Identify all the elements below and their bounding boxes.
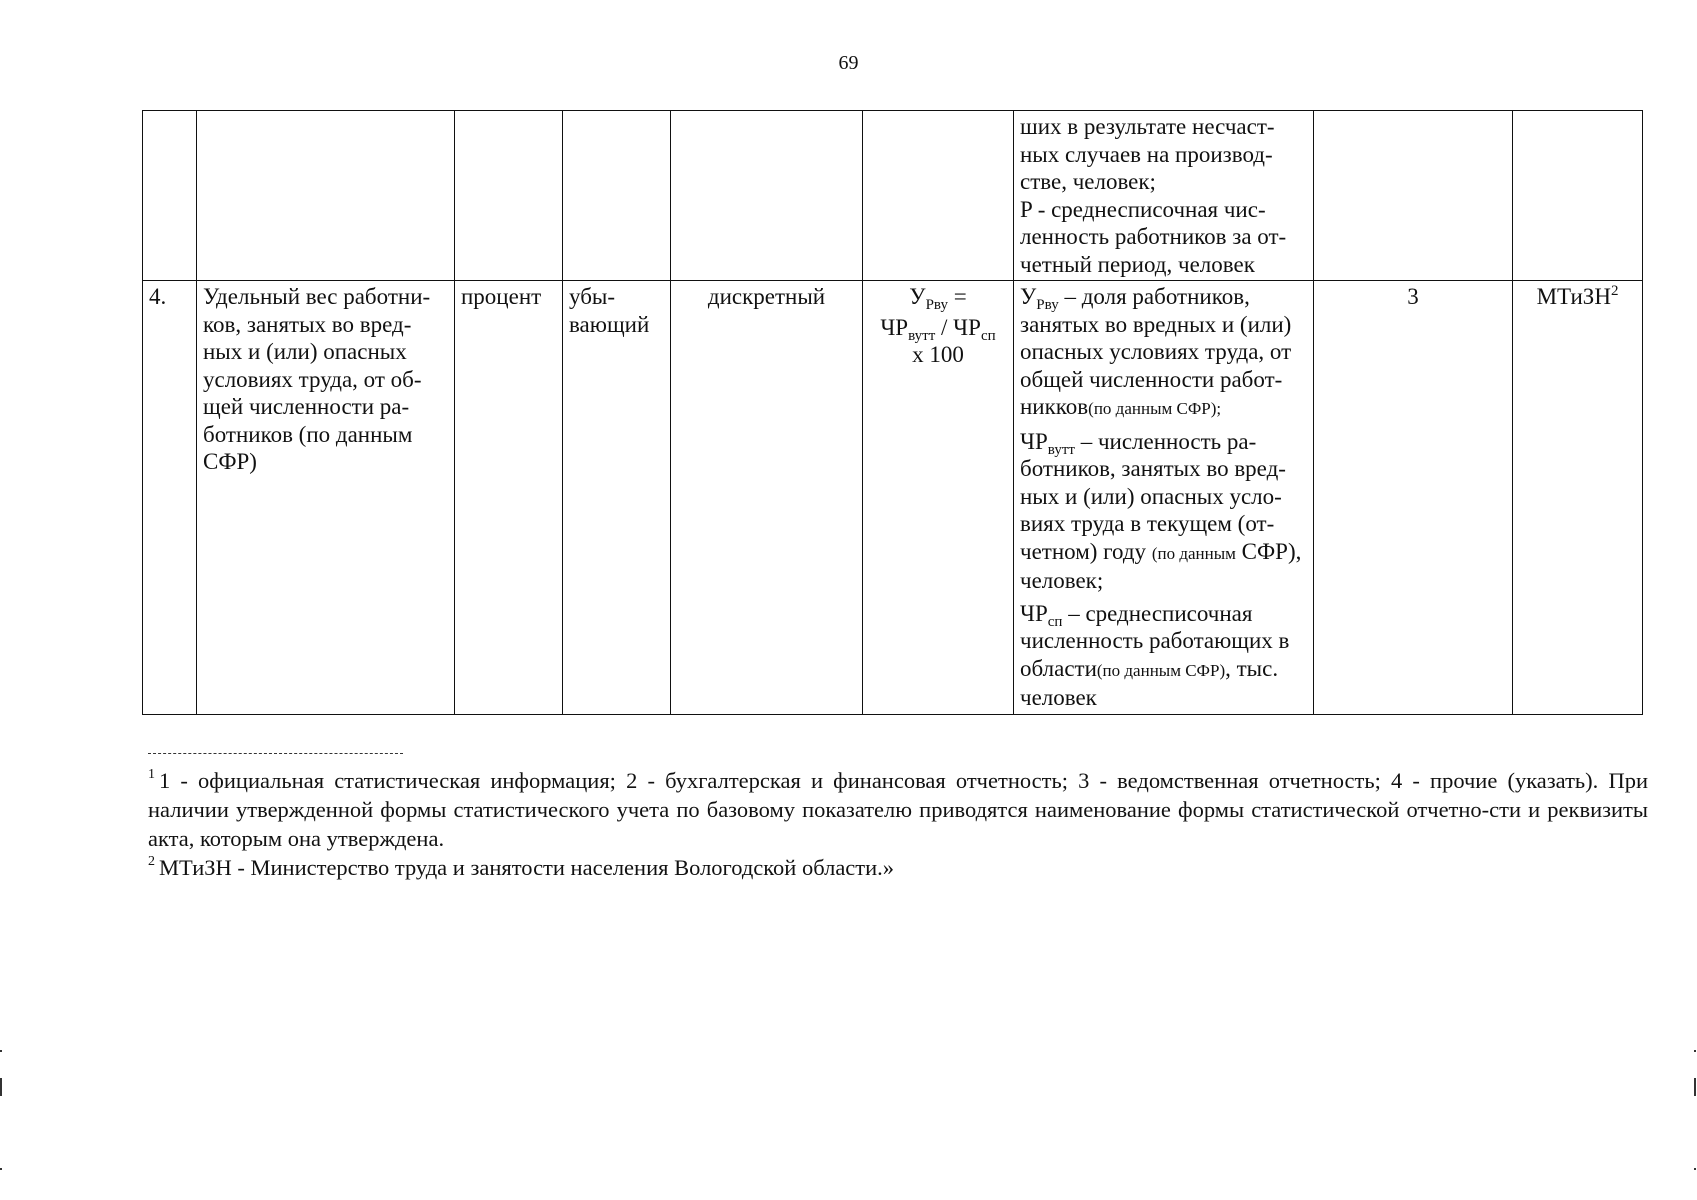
- footnotes: [148, 766, 1648, 882]
- cell-type-cont: [671, 111, 863, 281]
- cell-unit: процент: [455, 281, 563, 715]
- definition-line: стве, человек;: [1020, 169, 1156, 194]
- cell-definitions: [1014, 281, 1314, 715]
- formula-line-3: x 100: [912, 342, 964, 367]
- footnote-2: $^2$ МТиЗН - Министерство труда и занятости населения Вологодской области.»: [148, 854, 895, 880]
- scan-edge-mark: [1694, 1050, 1696, 1052]
- cell-source-code: 3: [1314, 281, 1513, 715]
- cell-unit-cont: [455, 111, 563, 281]
- cell-type: дискретный: [671, 281, 863, 715]
- footnote-1: $^1$ 1 - официальная статистическая информация; 2 - бухгалтерская и финансовая отчетность; 3 - ведомственная отчетность; 4 - прочие (указать). При наличии утвержденной формы статистического учета по базовому показателю приводятся наименование формы статистической отчетно-сти и реквизиты акта, которым она утверждена.: [148, 767, 1648, 851]
- formula-line-2: $ЧР_{вутт} / ЧР_{сп}$: [880, 314, 996, 344]
- definition-line: P - среднесписочная чис-: [1020, 196, 1266, 222]
- cell-responsible-cont: [1513, 111, 1643, 281]
- cell-number: 4.: [143, 281, 197, 715]
- page-number: 69: [838, 52, 859, 74]
- cell-number-cont: [143, 111, 197, 281]
- cell-responsible: МТиЗН$^2$: [1513, 281, 1643, 715]
- definition-line: четный период, человек: [1020, 251, 1255, 277]
- formula-line-1: $У_{Рву}$ =: [909, 284, 967, 313]
- footnote-separator: [148, 753, 403, 754]
- scan-edge-mark: [0, 1168, 2, 1170]
- scan-edge-mark: [0, 1078, 2, 1096]
- indicator-table: [142, 110, 1643, 715]
- definition-line: ленность работников за от-: [1020, 224, 1287, 249]
- definition-line: ных случаев на производ-: [1020, 141, 1273, 167]
- table-row-continuation: [143, 111, 1643, 281]
- cell-formula: [863, 281, 1014, 715]
- definition-line: ших в результате несчаст-: [1020, 114, 1275, 139]
- table-row-4: [143, 281, 1643, 715]
- definition-2: $ЧР_{вутт}$ – численность ра-ботников, занятых во вред-ных и (или) опасных усло-виях труда в текущем (от-четном) году (по данным СФР), человек;: [1020, 428, 1302, 593]
- scan-edge-mark: [1694, 1078, 1696, 1096]
- cell-source-cont: [1314, 111, 1513, 281]
- definition-1: $У_{Рву}$ – доля работников, занятых во вредных и (или) опасных условиях труда, от общей численности работ-никков(по данным СФР);: [1020, 284, 1292, 419]
- cell-formula-cont: [863, 111, 1014, 281]
- cell-definitions-cont: [1014, 111, 1314, 281]
- definition-3: $ЧР_{сп}$ – среднесписочная численность работающих в области(по данным СФР), тыс. человек: [1020, 600, 1290, 710]
- cell-indicator-cont: [197, 111, 455, 281]
- cell-indicator: Удельный вес работни-ков, занятых во вред-ных и (или) опасных условиях труда, от об-щей численности ра-ботников (по данным СФР): [197, 281, 455, 715]
- scan-edge-mark: [0, 1050, 2, 1052]
- cell-trend-cont: [563, 111, 671, 281]
- cell-trend: убы-вающий: [563, 281, 671, 715]
- scan-edge-mark: [1694, 1168, 1696, 1170]
